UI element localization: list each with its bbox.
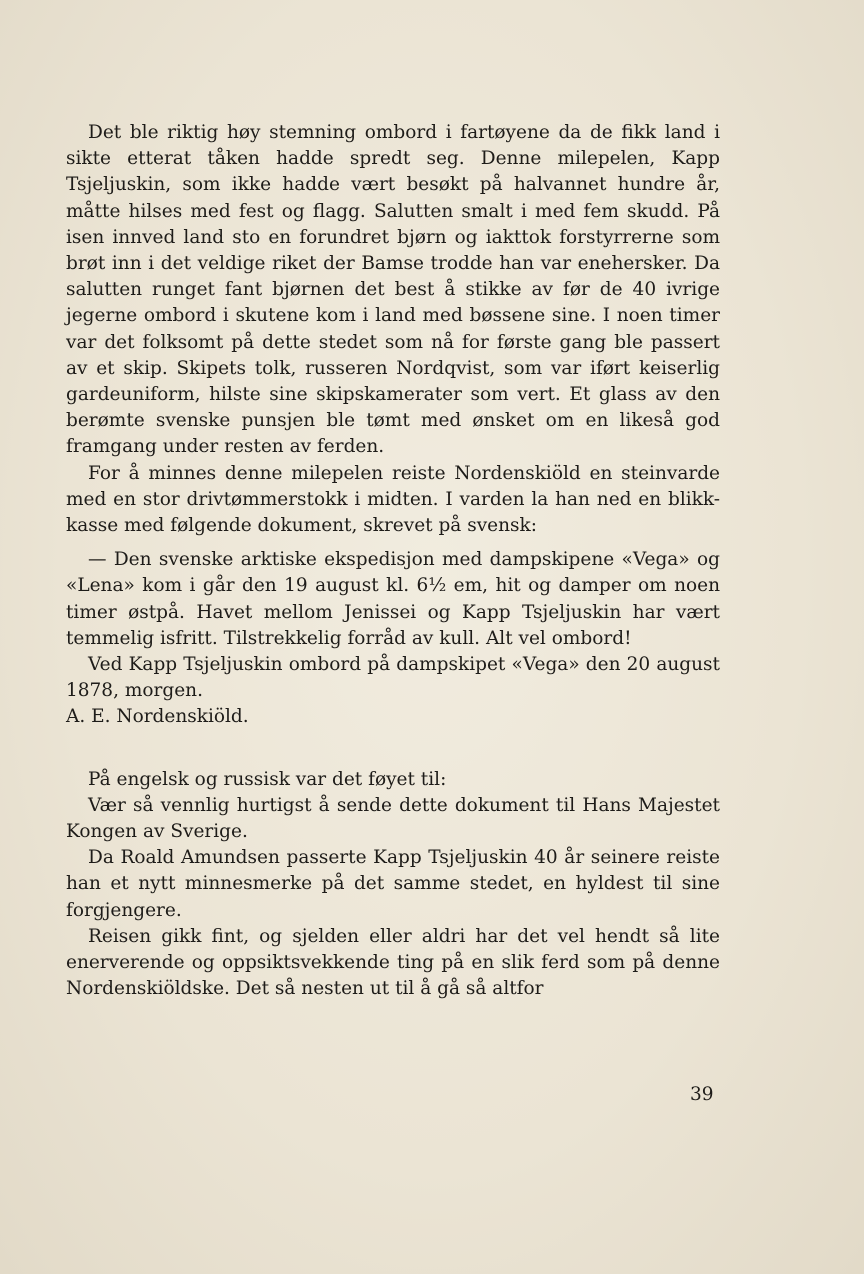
body-text xyxy=(66,120,720,1003)
document-quote xyxy=(66,547,720,730)
paragraph-amundsen: Da Roald Amundsen passerte Kapp Tsjeljuskin 40 år seinere reiste han et nytt minnesmerke på det samme stedet, en hyldest til sine forgjengere. xyxy=(66,847,720,921)
document-signature: A. E. Nordenskiöld. xyxy=(66,706,249,728)
paragraph-arrival: Det ble riktig høy stemning ombord i fartøyene da de fikk land i sikte etterat tåken hadde spredt seg. Denne milepelen, Kapp Tsjeljuskin, som ikke hadde vært besøkt på halvannet hundre år, måtte hilses med fest og flagg. Salutten smalt i med fem skudd. På isen innved land sto en forundret bjørn og iakttok forstyrrerne som brøt inn i det veldige riket der Bamse trodde han var enehersker. Da salutten runget fant bjørnen det best å stikke av før de 40 ivrige jegerne ombord i skutene kom i land med bøssene sine. I noen timer var det folksomt på dette stedet som nå for første gang ble passert av et skip. Skipets tolk, russeren Nordqvist, som var iført keiserlig gardeuniform, hilste sine skipskamerater som vert. Et glass av den berømte svenske punsjen ble tømt med ønsket om en likeså god framgang under resten av ferden. xyxy=(66,122,720,458)
paragraph-journey: Reisen gikk fint, og sjelden eller aldri har det vel hendt så lite enerverende og oppsiktsvekkende ting på en slik ferd som på denne Nordenskiöldske. Det så nesten ut til å gå så altfor xyxy=(66,925,720,1000)
paragraph-request: Vær så vennlig hurtigst å sende dette dokument til Hans Majestet Kongen av Sverige. xyxy=(66,794,720,843)
page-number: 39 xyxy=(690,1084,714,1105)
paragraph-cairn: For å minnes denne milepelen reiste Nordenskiöld en steinvarde med en stor drivtømmerstokk i midten. I varden la han ned en blikk-kasse med følgende dokument, skrevet på svensk: xyxy=(66,462,720,537)
document-body: — Den svenske arktiske ekspedisjon med dampskipene «Vega» og «Lena» kom i går den 19 august kl. 6½ em, hit og damper om noen timer østpå. Havet mellom Jenissei og Kapp Tsjeljuskin har vært temmelig isfritt. Tilstrekkelig forråd av kull. Alt vel ombord! xyxy=(66,549,720,649)
paragraph-addendum: På engelsk og russisk var det føyet til: xyxy=(88,768,447,790)
document-dateline: Ved Kapp Tsjeljuskin ombord på dampskipet «Vega» den 20 august 1878, morgen. xyxy=(66,654,720,702)
